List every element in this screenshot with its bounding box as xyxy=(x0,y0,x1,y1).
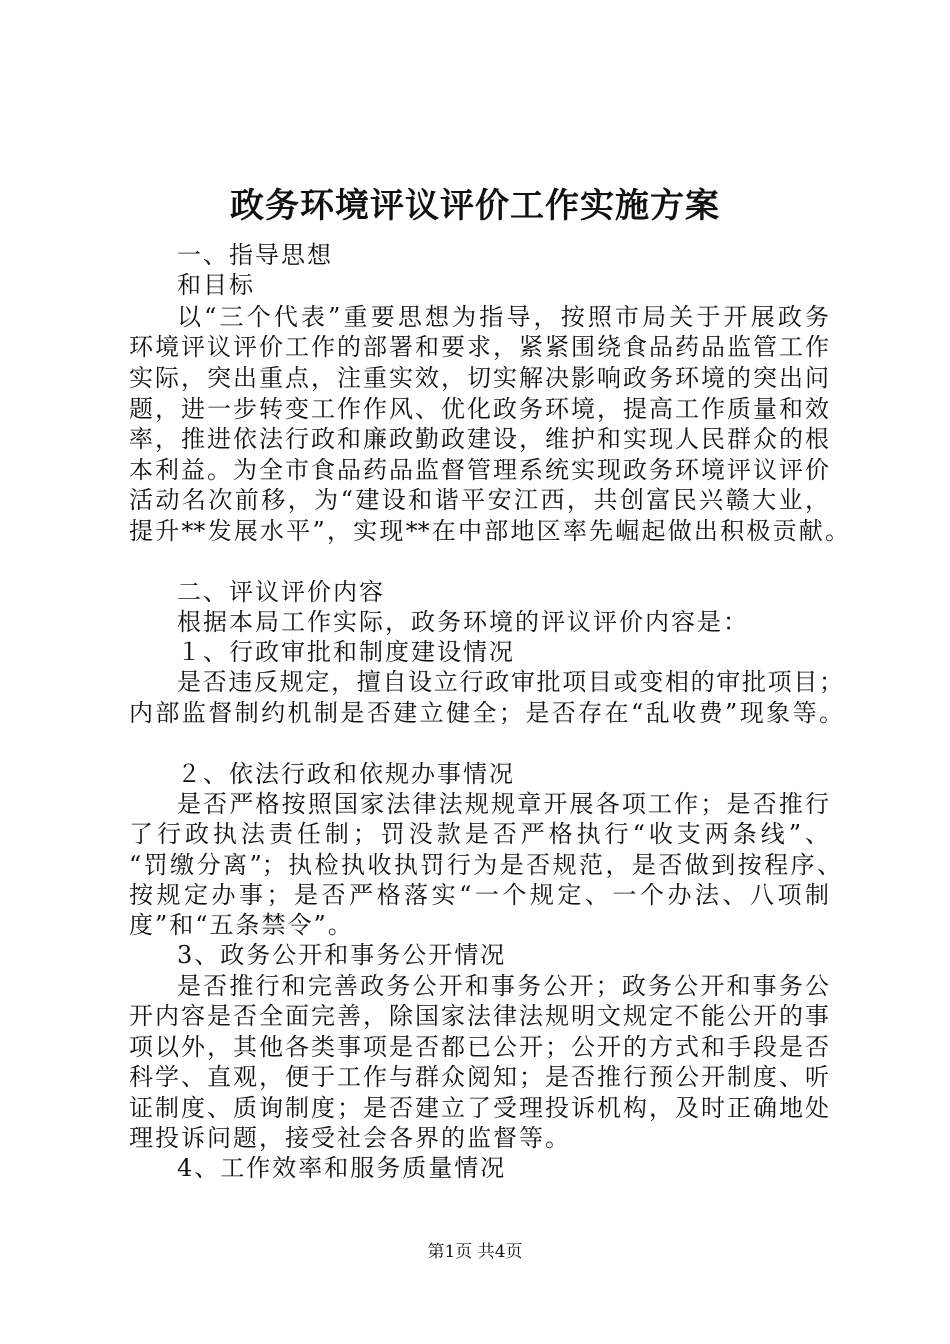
section-heading-content: 二、评议评价内容 xyxy=(177,578,385,606)
paragraph-line: 提升**发展水平”，实现**在中部地区率先崛起做出积极贡献。 xyxy=(129,517,849,545)
subsection-heading-2: ２、依法行政和依规办事情况 xyxy=(177,760,515,788)
paragraph-line: 活动名次前移，为“建设和谐平安江西，共创富民兴赣大业， xyxy=(129,486,829,514)
subsection-heading-4: 4、工作效率和服务质量情况 xyxy=(177,1154,507,1182)
paragraph-line: 根据本局工作实际，政务环境的评议评价内容是： xyxy=(177,608,749,636)
paragraph-line: 项以外，其他各类事项是否都已公开；公开的方式和手段是否 xyxy=(129,1033,829,1061)
paragraph-line: 是否推行和完善政务公开和事务公开；政务公开和事务公 xyxy=(177,972,829,1000)
paragraph-line: 科学、直观，便于工作与群众阅知；是否推行预公开制度、听 xyxy=(129,1063,829,1091)
paragraph-line: 是否严格按照国家法律法规规章开展各项工作；是否推行 xyxy=(177,790,829,818)
section-heading-guiding: 一、指导思想 xyxy=(177,241,333,269)
document-title: 政务环境评议评价工作实施方案 xyxy=(230,186,720,226)
paragraph-line: 本利益。为全市食品药品监督管理系统实现政务环境评议评价 xyxy=(129,456,829,484)
paragraph-line: 按规定办事；是否严格落实“一个规定、一个办法、八项制 xyxy=(129,881,829,909)
paragraph-line: 以“三个代表”重要思想为指导，按照市局关于开展政务 xyxy=(177,303,829,331)
paragraph-line: 内部监督制约机制是否建立健全；是否存在“乱收费”现象等。 xyxy=(129,699,843,727)
paragraph-line: 了行政执法责任制；罚没款是否严格执行“收支两条线”、 xyxy=(129,820,829,848)
paragraph-line: “罚缴分离”；执检执收执罚行为是否规范，是否做到按程序、 xyxy=(129,851,841,879)
paragraph-line: 度”和“五条禁令”。 xyxy=(129,911,354,939)
paragraph-line: 率，推进依法行政和廉政勤政建设，维护和实现人民群众的根 xyxy=(129,425,829,453)
section-heading-guiding-cont: 和目标 xyxy=(177,271,255,299)
paragraph-line: 题，进一步转变工作作风、优化政务环境，提高工作质量和效 xyxy=(129,395,829,423)
paragraph-line: 实际，突出重点，注重实效，切实解决影响政务环境的突出问 xyxy=(129,364,829,392)
subsection-heading-1: １、行政审批和制度建设情况 xyxy=(177,638,515,666)
page-footer: 第1页 共4页 xyxy=(427,1242,523,1262)
subsection-heading-3: 3、政务公开和事务公开情况 xyxy=(177,941,507,969)
paragraph-line: 开内容是否全面完善，除国家法律法规明文规定不能公开的事 xyxy=(129,1002,829,1030)
paragraph-line: 理投诉问题，接受社会各界的监督等。 xyxy=(129,1124,571,1152)
paragraph-line: 是否违反规定，擅自设立行政审批项目或变相的审批项目； xyxy=(177,668,843,696)
paragraph-line: 环境评议评价工作的部署和要求，紧紧围绕食品药品监管工作 xyxy=(129,333,829,361)
paragraph-line: 证制度、质询制度；是否建立了受理投诉机构，及时正确地处 xyxy=(129,1094,829,1122)
